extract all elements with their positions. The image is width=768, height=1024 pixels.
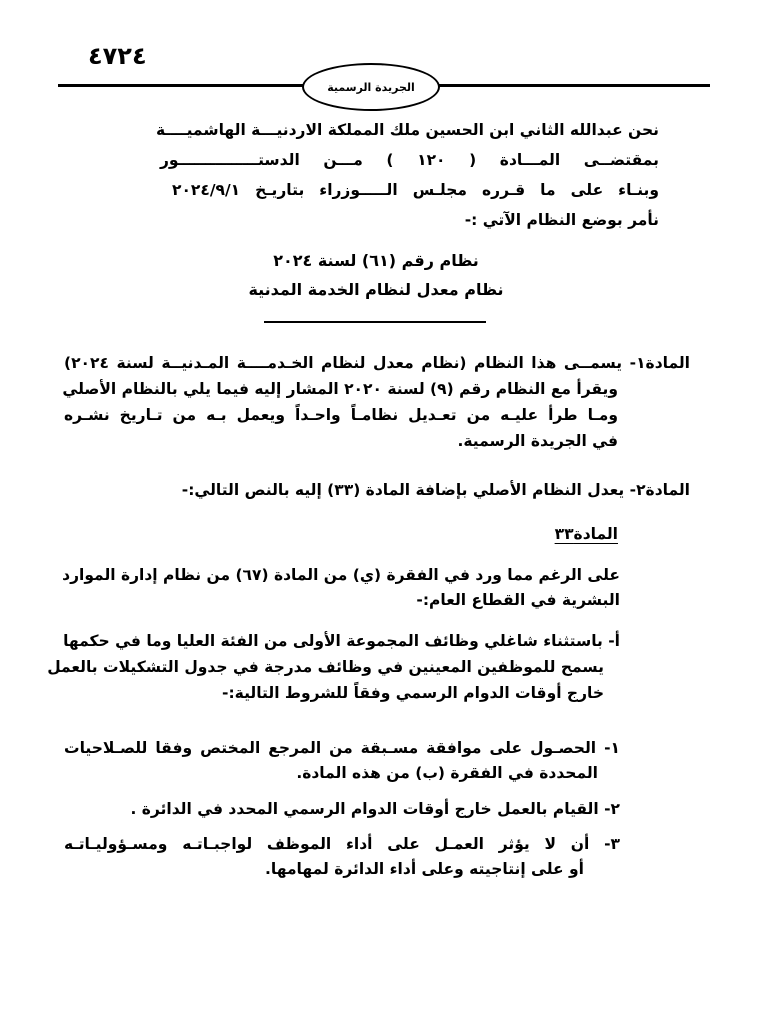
preamble-line-4: نأمر بوضع النظام الآتي :- [464,211,659,229]
preamble-line-3: وبنـاء على ما قـرره مجلـس الـــــوزراء بتاريـخ ٢٠٢٤/٩/١ [172,181,659,199]
article-33-heading: المادة٣٣ [554,525,618,543]
article-33-intro-line-2: البشرية في القطاع العام:- [416,591,620,609]
article-33-intro-line-1: على الرغم مما ورد في الفقرة (ي) من المادة (٦٧) من نظام إدارة الموارد [62,566,620,584]
article-1-line-1: المادة١- يسمــى هذا النظام (نظام معدل لنظام الخـدمــــة المـدنيــة لسنة ٢٠٢٤) [64,354,690,372]
article-1-line-2: ويقرأ مع النظام رقم (٩) لسنة ٢٠٢٠ المشار إليه فيما يلي بالنظام الأصلي [62,380,618,398]
paragraph-a-line-2: يسمح للموظفين المعينين في وظائف مدرجة في جدول التشكيلات بالعمل [47,658,604,676]
paragraph-a-line-3: خارج أوقات الدوام الرسمي وفقاً للشروط التالية:- [222,684,604,702]
title-underline [264,321,486,323]
preamble-line-2: بمقتضــى المـــادة ( ١٢٠ ) مـــن الدستـــــــــــــــور [160,151,659,169]
regulation-subtitle: نظام معدل لنظام الخدمة المدنية [248,280,504,299]
condition-3-line-2: أو على إنتاجيته وعلى أداء الدائرة لمهامها. [265,860,584,878]
paragraph-a-line-1: أ- باستثناء شاغلي وظائف المجموعة الأولى من الفئة العليا وما في حكمها [63,632,620,650]
page-number: ٤٧٢٤ [88,42,147,70]
gazette-label-oval [302,63,440,111]
condition-2-line-1: ٢- القيام بالعمل خارج أوقات الدوام الرسمي المحدد في الدائرة . [130,800,620,818]
article-2-line-1: المادة٢- يعدل النظام الأصلي بإضافة المادة (٣٣) إليه بالنص التالي:- [181,481,690,499]
article-1-line-3: ومـا طرأ عليـه من تعـديل نظامـاً واحـداً ويعمل بـه من تـاريخ نشـره [64,406,618,424]
condition-1-line-2: المحددة في الفقرة (ب) من هذه المادة. [296,764,598,782]
condition-1-line-1: ١- الحصـول على موافقة مسـبقة من المرجع المختص وفقا للصـلاحيات [64,739,620,757]
regulation-title: نظام رقم (٦١) لسنة ٢٠٢٤ [273,251,479,270]
preamble-line-1: نحن عبدالله الثاني ابن الحسين ملك المملكة الاردنيـــة الهاشميــــة [156,121,659,139]
article-1-line-4: في الجريدة الرسمية. [457,432,618,450]
gazette-label: الجريدة الرسمية [327,80,415,94]
condition-3-line-1: ٣- أن لا يؤثر العمـل على أداء الموظف لواجبـاتـه ومسـؤوليـاتـه [64,835,620,853]
